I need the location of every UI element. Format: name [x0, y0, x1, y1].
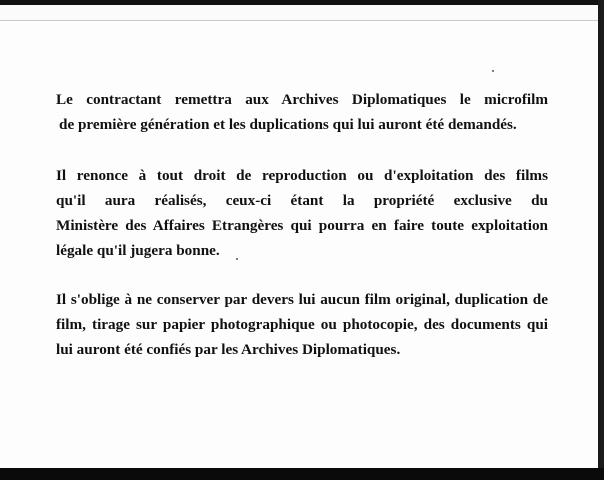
paragraph-3 [56, 287, 548, 362]
paragraph-2 [56, 163, 548, 263]
paragraph-line: lui auront été confiés par les Archives Diplomatiques. [56, 341, 401, 358]
scan-bottom-border [0, 468, 604, 480]
scan-right-border [598, 0, 604, 480]
paragraph-1 [56, 87, 548, 137]
paragraph-line: Le contractant remettra aux Archives Diplomatiques le microfilm [56, 91, 548, 108]
paragraph-line: légale qu'il jugera bonne. [56, 242, 220, 259]
paragraph-line: de première génération et les duplications qui lui auront été demandés. [59, 116, 517, 133]
scan-speck [492, 70, 494, 72]
scan-top-margin [0, 5, 604, 21]
paragraph-line: Ministère des Affaires Etrangères qui pourra en faire toute exploitation [56, 217, 548, 234]
paragraph-line: film, tirage sur papier photographique ou photocopie, des documents qui [56, 316, 548, 333]
paragraph-line: qu'il aura réalisés, ceux-ci étant la propriété exclusive du [56, 192, 548, 209]
paragraph-line: Il s'oblige à ne conserver par devers lui aucun film original, duplication de [56, 291, 548, 308]
paragraph-line: Il renonce à tout droit de reproduction ou d'exploitation des films [56, 167, 548, 184]
